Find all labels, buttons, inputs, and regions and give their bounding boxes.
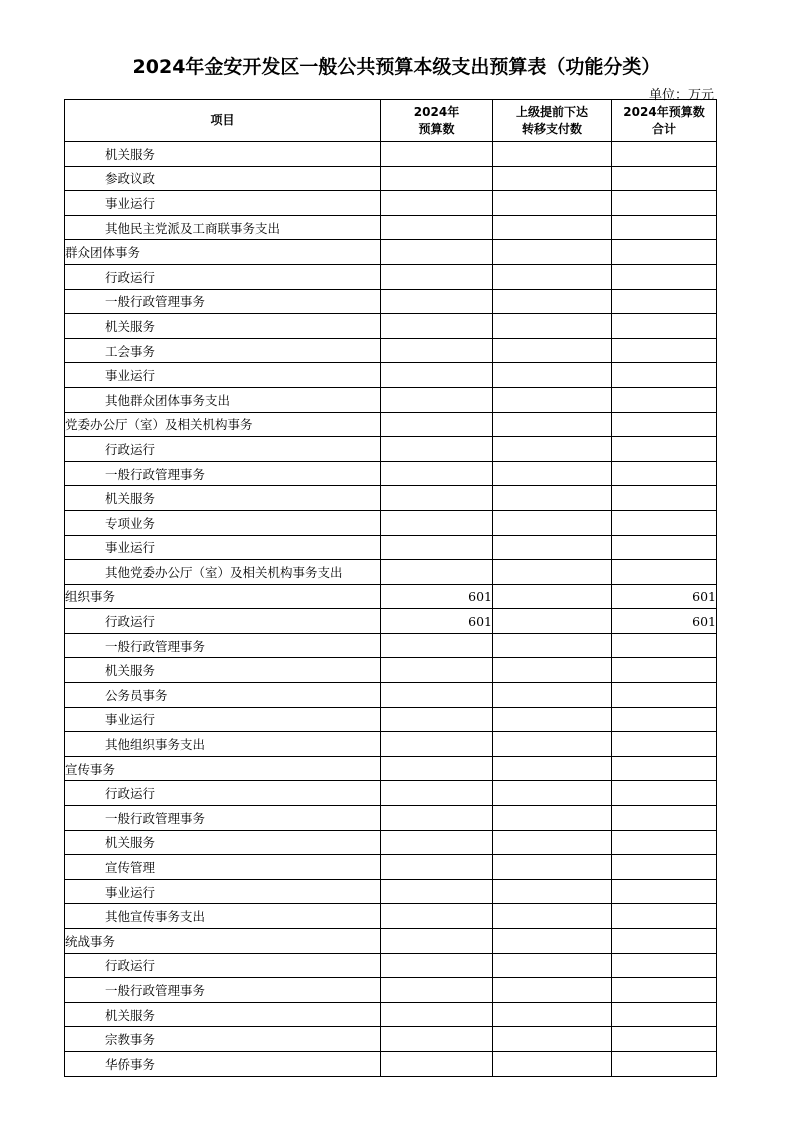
- row-transfer-value: [493, 584, 612, 609]
- row-transfer-value: [493, 683, 612, 708]
- row-item-name: 一般行政管理事务: [65, 461, 381, 486]
- unit-label: 单位：万元: [648, 88, 714, 103]
- row-total-value: [612, 191, 717, 216]
- row-transfer-value: [493, 806, 612, 831]
- row-item-name: 一般行政管理事务: [65, 978, 381, 1003]
- row-item-name: 事业运行: [65, 707, 381, 732]
- table-row: [65, 560, 717, 585]
- table-body: [65, 142, 717, 1077]
- row-item-name: 党委办公厅（室）及相关机构事务: [65, 412, 381, 437]
- row-item-name: 一般行政管理事务: [65, 806, 381, 831]
- table-row: [65, 732, 717, 757]
- row-item-name: 行政运行: [65, 437, 381, 462]
- row-budget-value: [381, 732, 493, 757]
- table-row: [65, 633, 717, 658]
- budget-table: [64, 99, 717, 1077]
- row-item-name: 群众团体事务: [65, 240, 381, 265]
- row-total-value: [612, 510, 717, 535]
- row-budget-value: [381, 314, 493, 339]
- row-budget-value: [381, 1002, 493, 1027]
- row-item-name: 华侨事务: [65, 1051, 381, 1076]
- row-item-name: 行政运行: [65, 264, 381, 289]
- column-header-total: 2024年预算数 合计: [612, 100, 717, 142]
- table-row: [65, 609, 717, 634]
- row-item-name: 宗教事务: [65, 1027, 381, 1052]
- table-row: [65, 806, 717, 831]
- row-budget-value: [381, 240, 493, 265]
- row-total-value: [612, 437, 717, 462]
- row-transfer-value: [493, 830, 612, 855]
- row-budget-value: [381, 806, 493, 831]
- table-row: [65, 584, 717, 609]
- row-item-name: 机关服务: [65, 830, 381, 855]
- row-transfer-value: [493, 215, 612, 240]
- row-transfer-value: [493, 756, 612, 781]
- row-item-name: 参政议政: [65, 166, 381, 191]
- row-budget-value: [381, 486, 493, 511]
- row-budget-value: [381, 978, 493, 1003]
- row-item-name: 一般行政管理事务: [65, 633, 381, 658]
- row-budget-value: [381, 142, 493, 167]
- table-row: [65, 658, 717, 683]
- row-item-name: 宣传管理: [65, 855, 381, 880]
- row-transfer-value: [493, 289, 612, 314]
- row-budget-value: [381, 929, 493, 954]
- row-transfer-value: [493, 166, 612, 191]
- row-transfer-value: [493, 437, 612, 462]
- row-item-name: 行政运行: [65, 781, 381, 806]
- row-item-name: 机关服务: [65, 486, 381, 511]
- row-item-name: 机关服务: [65, 1002, 381, 1027]
- row-total-value: [612, 633, 717, 658]
- row-budget-value: [381, 953, 493, 978]
- table-row: [65, 166, 717, 191]
- row-total-value: [612, 142, 717, 167]
- table-row: [65, 855, 717, 880]
- table-row: [65, 535, 717, 560]
- row-budget-value: [381, 683, 493, 708]
- row-total-value: [612, 535, 717, 560]
- table-row: [65, 510, 717, 535]
- row-total-value: [612, 560, 717, 585]
- row-total-value: [612, 166, 717, 191]
- row-budget-value: [381, 1051, 493, 1076]
- row-total-value: [612, 953, 717, 978]
- row-total-value: [612, 338, 717, 363]
- row-total-value: [612, 387, 717, 412]
- row-budget-value: [381, 707, 493, 732]
- column-header-transfer: 上级提前下达 转移支付数: [493, 100, 612, 142]
- row-budget-value: [381, 510, 493, 535]
- row-transfer-value: [493, 240, 612, 265]
- row-budget-value: [381, 412, 493, 437]
- row-total-value: [612, 707, 717, 732]
- row-budget-value: [381, 191, 493, 216]
- row-budget-value: [381, 633, 493, 658]
- table-row: [65, 953, 717, 978]
- row-transfer-value: [493, 658, 612, 683]
- row-transfer-value: [493, 191, 612, 216]
- row-transfer-value: [493, 879, 612, 904]
- table-row: [65, 314, 717, 339]
- row-item-name: 事业运行: [65, 879, 381, 904]
- row-budget-value: [381, 1027, 493, 1052]
- row-budget-value: [381, 879, 493, 904]
- row-total-value: [612, 904, 717, 929]
- row-transfer-value: [493, 732, 612, 757]
- row-total-value: [612, 264, 717, 289]
- row-budget-value: [381, 535, 493, 560]
- row-transfer-value: [493, 142, 612, 167]
- row-transfer-value: [493, 510, 612, 535]
- row-transfer-value: [493, 1051, 612, 1076]
- table-row: [65, 707, 717, 732]
- row-item-name: 其他民主党派及工商联事务支出: [65, 215, 381, 240]
- row-item-name: 一般行政管理事务: [65, 289, 381, 314]
- row-total-value: [612, 314, 717, 339]
- row-total-value: [612, 978, 717, 1003]
- row-total-value: [612, 732, 717, 757]
- table-row: [65, 929, 717, 954]
- row-budget-value: [381, 363, 493, 388]
- row-transfer-value: [493, 560, 612, 585]
- row-total-value: 601: [612, 584, 717, 609]
- table-row: [65, 486, 717, 511]
- table-row: [65, 978, 717, 1003]
- row-item-name: 机关服务: [65, 314, 381, 339]
- row-total-value: [612, 412, 717, 437]
- row-transfer-value: [493, 855, 612, 880]
- row-budget-value: 601: [381, 609, 493, 634]
- row-transfer-value: [493, 953, 612, 978]
- row-budget-value: [381, 437, 493, 462]
- row-total-value: [612, 215, 717, 240]
- row-transfer-value: [493, 633, 612, 658]
- row-budget-value: [381, 289, 493, 314]
- row-budget-value: 601: [381, 584, 493, 609]
- row-budget-value: [381, 264, 493, 289]
- row-budget-value: [381, 830, 493, 855]
- row-total-value: [612, 806, 717, 831]
- table-row: [65, 264, 717, 289]
- row-total-value: [612, 1002, 717, 1027]
- table-row: [65, 191, 717, 216]
- row-transfer-value: [493, 363, 612, 388]
- page-title: 2024年金安开发区一般公共预算本级支出预算表（功能分类）: [132, 56, 661, 78]
- row-transfer-value: [493, 486, 612, 511]
- table-header-row: [65, 100, 717, 142]
- row-budget-value: [381, 387, 493, 412]
- table-row: [65, 781, 717, 806]
- row-total-value: [612, 756, 717, 781]
- row-budget-value: [381, 658, 493, 683]
- table-row: [65, 363, 717, 388]
- row-total-value: [612, 486, 717, 511]
- row-transfer-value: [493, 781, 612, 806]
- row-total-value: [612, 1027, 717, 1052]
- row-total-value: [612, 658, 717, 683]
- row-item-name: 其他宣传事务支出: [65, 904, 381, 929]
- table-row: [65, 338, 717, 363]
- table-row: [65, 904, 717, 929]
- table-row: [65, 412, 717, 437]
- table-row: [65, 289, 717, 314]
- row-budget-value: [381, 461, 493, 486]
- table-row: [65, 756, 717, 781]
- table-row: [65, 215, 717, 240]
- row-budget-value: [381, 166, 493, 191]
- row-item-name: 事业运行: [65, 363, 381, 388]
- row-budget-value: [381, 904, 493, 929]
- row-transfer-value: [493, 387, 612, 412]
- row-budget-value: [381, 560, 493, 585]
- table-row: [65, 142, 717, 167]
- row-item-name: 其他党委办公厅（室）及相关机构事务支出: [65, 560, 381, 585]
- row-item-name: 事业运行: [65, 535, 381, 560]
- table-row: [65, 1002, 717, 1027]
- row-total-value: 601: [612, 609, 717, 634]
- row-budget-value: [381, 338, 493, 363]
- row-transfer-value: [493, 904, 612, 929]
- row-total-value: [612, 855, 717, 880]
- row-transfer-value: [493, 609, 612, 634]
- table-row: [65, 437, 717, 462]
- row-budget-value: [381, 756, 493, 781]
- row-total-value: [612, 683, 717, 708]
- row-item-name: 行政运行: [65, 609, 381, 634]
- row-item-name: 公务员事务: [65, 683, 381, 708]
- row-transfer-value: [493, 264, 612, 289]
- row-item-name: 机关服务: [65, 142, 381, 167]
- table-row: [65, 830, 717, 855]
- row-transfer-value: [493, 707, 612, 732]
- row-item-name: 机关服务: [65, 658, 381, 683]
- row-item-name: 统战事务: [65, 929, 381, 954]
- row-total-value: [612, 461, 717, 486]
- row-total-value: [612, 1051, 717, 1076]
- row-item-name: 工会事务: [65, 338, 381, 363]
- row-total-value: [612, 879, 717, 904]
- row-transfer-value: [493, 1027, 612, 1052]
- table-row: [65, 879, 717, 904]
- row-total-value: [612, 363, 717, 388]
- row-item-name: 组织事务: [65, 584, 381, 609]
- row-item-name: 事业运行: [65, 191, 381, 216]
- row-item-name: 行政运行: [65, 953, 381, 978]
- table-row: [65, 240, 717, 265]
- row-transfer-value: [493, 314, 612, 339]
- row-transfer-value: [493, 338, 612, 363]
- row-item-name: 宣传事务: [65, 756, 381, 781]
- row-budget-value: [381, 855, 493, 880]
- row-item-name: 专项业务: [65, 510, 381, 535]
- row-transfer-value: [493, 412, 612, 437]
- table-row: [65, 1027, 717, 1052]
- row-item-name: 其他群众团体事务支出: [65, 387, 381, 412]
- row-transfer-value: [493, 535, 612, 560]
- row-total-value: [612, 240, 717, 265]
- row-total-value: [612, 830, 717, 855]
- row-total-value: [612, 929, 717, 954]
- row-transfer-value: [493, 461, 612, 486]
- column-header-budget: 2024年 预算数: [381, 100, 493, 142]
- row-total-value: [612, 289, 717, 314]
- table-row: [65, 1051, 717, 1076]
- row-budget-value: [381, 215, 493, 240]
- row-budget-value: [381, 781, 493, 806]
- table-row: [65, 387, 717, 412]
- row-total-value: [612, 781, 717, 806]
- row-item-name: 其他组织事务支出: [65, 732, 381, 757]
- row-transfer-value: [493, 1002, 612, 1027]
- row-transfer-value: [493, 978, 612, 1003]
- table-row: [65, 461, 717, 486]
- row-transfer-value: [493, 929, 612, 954]
- column-header-item: 项目: [65, 100, 381, 142]
- table-row: [65, 683, 717, 708]
